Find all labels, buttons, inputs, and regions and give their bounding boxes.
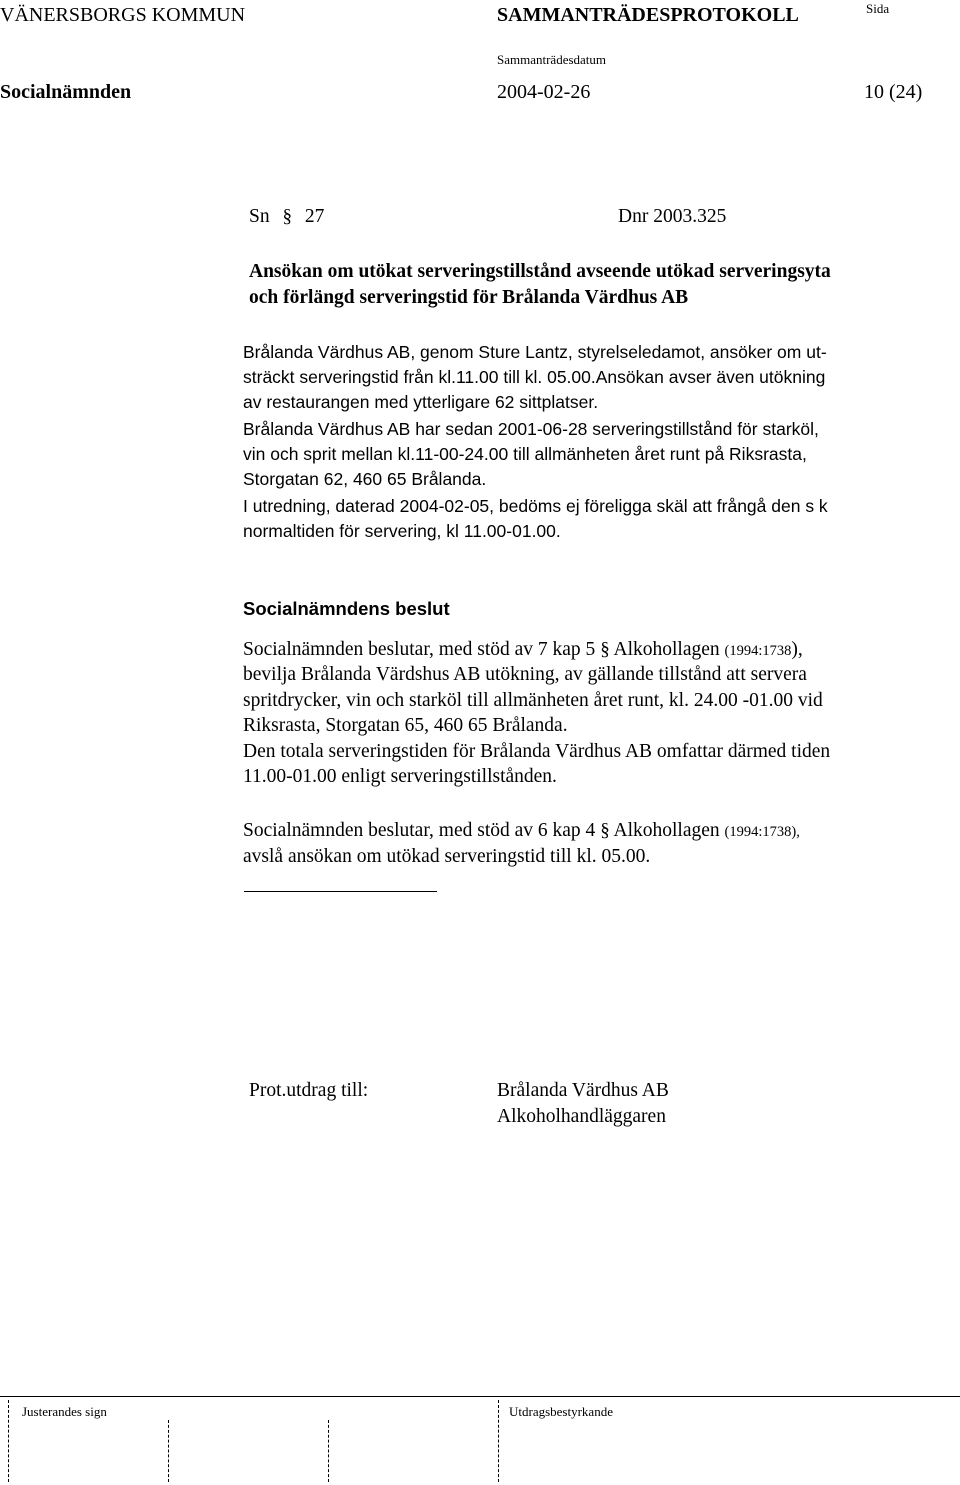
signers-label: Justerandes sign: [22, 1404, 107, 1419]
decision-text: Socialnämnden beslutar, med stöd av 6 kap 4: [243, 820, 601, 841]
section-reference: [249, 206, 324, 228]
decision-line: spritdrycker, vin och starköl till allmänheten året runt, kl. 24.00 -01.00 vid: [243, 690, 823, 711]
decision-text: Socialnämnden beslutar, med stöd av 7 kap 5: [243, 639, 601, 660]
decision-line: [243, 818, 800, 845]
decision-line: Riksrasta, Storgatan 65, 460 65 Brålanda.: [243, 715, 568, 736]
body-line: av restaurangen med ytterligare 62 sittplatser.: [243, 392, 599, 412]
municipality-name: VÄNERSBORGS KOMMUN: [0, 4, 246, 26]
case-number: Dnr 2003.325: [618, 206, 727, 227]
certified-label: Utdragsbestyrkande: [509, 1404, 613, 1419]
decision-line: Den totala serveringstiden för Brålanda Värdhus AB omfattar därmed tiden: [243, 741, 831, 762]
signature-box-divider: [498, 1400, 499, 1482]
body-line: Brålanda Värdhus AB, genom Sture Lantz, styrelseledamot, ansöker om ut-: [243, 342, 827, 362]
page-number: 10 (24): [864, 81, 923, 103]
meeting-date-label: Sammanträdesdatum: [497, 52, 607, 67]
body-line: Storgatan 62, 460 65 Brålanda.: [243, 469, 487, 489]
signature-box-divider: [8, 1400, 9, 1482]
page-label: Sida: [866, 1, 890, 16]
signature-box-divider: [328, 1420, 329, 1482]
section-number: 27: [304, 206, 325, 227]
decision-line: bevilja Brålanda Värdshus AB utökning, av gällande tillstånd att servera: [243, 664, 807, 685]
committee-name: Socialnämnden: [0, 81, 132, 103]
section-symbol: §: [600, 639, 610, 660]
section-symbol: §: [600, 820, 610, 841]
meeting-date: 2004-02-26: [497, 81, 591, 103]
law-name: Alkohollagen: [613, 820, 725, 841]
distribution-label: Prot.utdrag till:: [249, 1080, 369, 1101]
law-reference: (1994:1738: [724, 643, 792, 659]
body-line: I utredning, daterad 2004-02-05, bedöms ej föreligga skäl att frångå den s k: [243, 496, 828, 516]
law-name: Alkohollagen: [613, 639, 725, 660]
body-line: normaltiden för servering, kl 11.00-01.00.: [243, 521, 561, 541]
case-title-line-2: och förlängd serveringstid för Brålanda Värdhus AB: [249, 287, 689, 308]
section-prefix: Sn: [249, 206, 270, 227]
footer-rule: [0, 1396, 960, 1397]
decision-heading: Socialnämndens beslut: [243, 598, 450, 619]
distribution-recipient: Alkoholhandläggaren: [497, 1106, 666, 1127]
signature-line: [244, 891, 437, 892]
decision-line: avslå ansökan om utökad serveringstid till kl. 05.00.: [243, 846, 651, 867]
body-line: sträckt serveringstid från kl.11.00 till kl. 05.00.Ansökan avser även utökning: [243, 367, 826, 387]
case-title-line-1: Ansökan om utökat serveringstillstånd avseende utökad serveringsyta: [249, 261, 831, 282]
law-reference-end: ),: [791, 639, 803, 660]
body-line: vin och sprit mellan kl.11-00-24.00 till allmänheten året runt på Riksrasta,: [243, 444, 807, 464]
law-reference: (1994:1738),: [724, 824, 800, 840]
signature-box-divider: [168, 1420, 169, 1482]
document-type: SAMMANTRÄDESPROTOKOLL: [497, 4, 799, 26]
section-symbol: §: [282, 206, 292, 227]
decision-line: [243, 637, 803, 664]
decision-line: 11.00-01.00 enligt serveringstillstånden.: [243, 766, 557, 787]
distribution-recipient: Brålanda Värdhus AB: [497, 1080, 669, 1101]
body-line: Brålanda Värdhus AB har sedan 2001-06-28 serveringstillstånd för starköl,: [243, 419, 819, 439]
